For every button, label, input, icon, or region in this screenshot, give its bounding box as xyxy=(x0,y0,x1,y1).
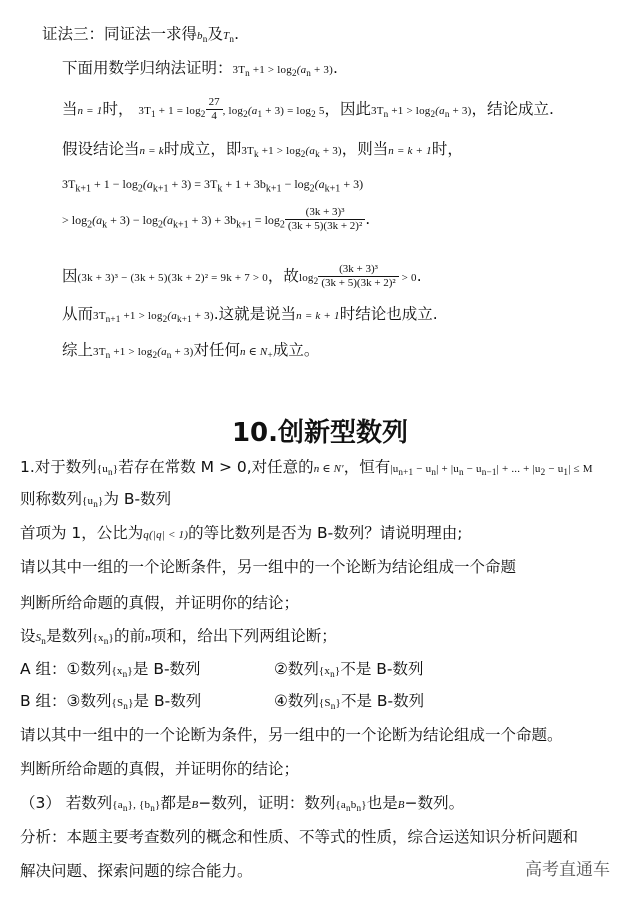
proof3-line-9: 综上$3T_n +1 > \log_2(a_n + 3)$对任何n ∈ $N_+$成立。 xyxy=(62,341,320,361)
problem-line-8: B 组：③数列$\{S_n\}$是 B-数列 xyxy=(20,692,202,712)
problem-line-11: （3） 若数列$\{a_n\}$, $\{b_n\}$都是B−数列，证明：数列$\{a_nb_n\}$也是B−数列。 xyxy=(20,794,465,814)
problem-line-12: 分析：本题主要考查数列的概念和性质、不等式的性质，综合运送知识分析问题和 xyxy=(20,828,579,846)
fraction: $\frac{\text{(3k + 3)³}}{\text{(3k + 5)(3k + 2)²}}$ xyxy=(318,263,398,290)
problem-line-5: 判断所给命题的真假，并证明你的结论； xyxy=(20,594,300,612)
watermark: 高考直通车 xyxy=(525,860,610,880)
proof3-line-7: 因(3k + 3)³ − (3k + 5)(3k + 2)² = 9k + 7 > 0，故$\log_2$ $\frac{\text{(3k + 3)³}}{\text{(3k + 5)(3k + 2)²}}$ > 0. xyxy=(62,263,422,289)
proof3-line-8: 从而$3T_{n+1} +1 > \log_2(a_{k+1} + 3)$.这就是说当n = k + 1时结论也成立. xyxy=(62,305,438,325)
proof3-line-2: 下面用数学归纳法证明：$3T_n +1 > \log_2(a_n + 3)$. xyxy=(62,59,338,79)
proof3-line-6: > $\log_2(a_k + 3) - \log_2(a_{k+1} + 3) + 3b_{k+1} = \log_2$ $\frac{\text{(3k + 3)³}}{\text{(3k + 5)(3k + 2)²}}$ . xyxy=(62,206,371,232)
problem-line-2: 则称数列$\{u_n\}$为 B-数列 xyxy=(20,490,172,510)
problem-line-6: 设$S_n$是数列$\{x_n\}$的前n项和，给出下列两组论断； xyxy=(20,627,337,647)
section-title: 10.创新型数列 xyxy=(231,418,409,448)
proof3-line-1: 证法三：同证法一求得$b_n$及$T_n$. xyxy=(42,25,240,45)
problem-line-3: 首项为 1，公比为q(|q| < 1)的等比数列是否为 B-数列？请说明理由; xyxy=(20,524,463,542)
proof3-line-3: 当n = 1时， $3T_1 + 1 = \log_2$ $\frac{27}{4}$ , $\log_2(a_1 + 3) = \log_2 5$，因此$3T_n +1 > \log_2(a_n + 3)$，结论成立. xyxy=(62,96,554,122)
problem-line-1: 1.对于数列$\{u_n\}$若存在常数 M > 0,对任意的n ∈ N′，恒有$|u_{n+1} - u_n| + |u_n - u_{n-1}|$ + ... + $|u_2 - u_1| \le M$ xyxy=(20,458,593,478)
proof3-line-5: $3T_{k+1} + 1 - \log_2(a_{k+1} + 3) = 3T_k + 1 + 3b_{k+1} - \log_2(a_{k+1} + 3)$ xyxy=(62,177,364,195)
proof3-line-4: 假设结论当n = k时成立，即$3T_k +1 > \log_2(a_k + 3)$，则当n = k + 1时， xyxy=(62,140,463,160)
problem-line-7: A 组：①数列$\{x_n\}$是 B-数列 xyxy=(20,660,201,680)
problem-line-9: 请以其中一组中的一个论断为条件，另一组中的一个论断为结论组成一个命题。 xyxy=(20,726,563,744)
problem-line-7b: ②数列$\{x_n\}$不是 B-数列 xyxy=(274,660,424,680)
fraction: $\frac{27}{4}$ xyxy=(206,96,223,123)
problem-line-8b: ④数列$\{S_n\}$不是 B-数列 xyxy=(274,692,425,712)
problem-line-10: 判断所给命题的真假，并证明你的结论； xyxy=(20,760,300,778)
fraction: $\frac{\text{(3k + 3)³}}{\text{(3k + 5)(3k + 2)²}}$ xyxy=(285,206,365,233)
problem-line-13: 解决问题、探索问题的综合能力。 xyxy=(20,862,253,880)
problem-line-4: 请以其中一组的一个论断条件，另一组中的一个论断为结论组成一个命题 xyxy=(20,558,517,576)
